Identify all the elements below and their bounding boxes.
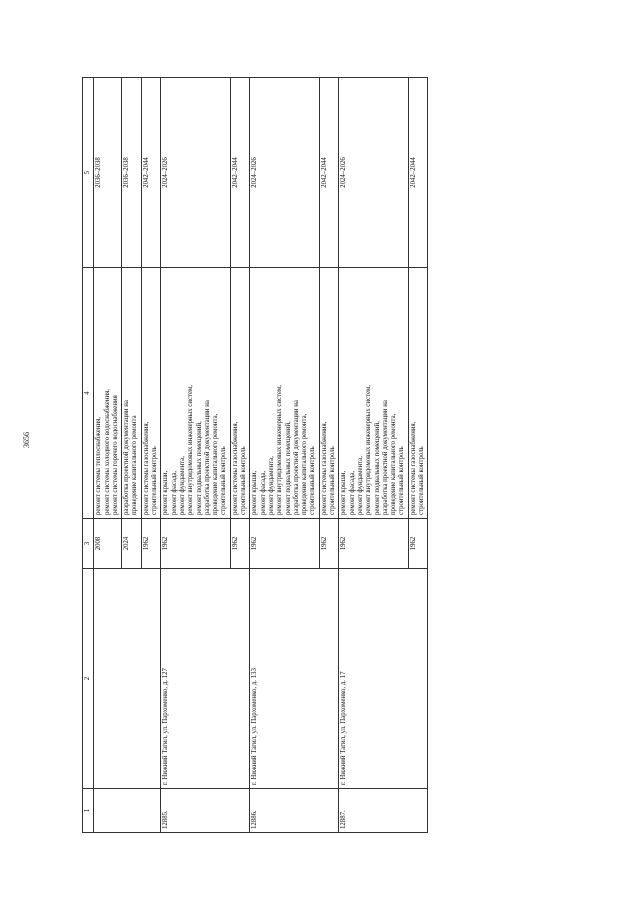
year-cell: 2024: [122, 519, 142, 569]
work-item: разработка проектной документации на: [381, 400, 389, 515]
work-item: строительный контроль: [398, 446, 406, 515]
period-cell: 2036–2038: [94, 78, 122, 268]
table-body: [94, 78, 428, 833]
work-item: ремонт фасада,: [170, 470, 178, 515]
number-cell: 12887.: [339, 789, 428, 833]
work-item: ремонт крыши,: [251, 470, 259, 515]
address-cell: г. Нижний Тагил, ул. Пархоменко, д. 17: [339, 569, 428, 789]
year-cell: 1962: [161, 519, 230, 569]
work-item: разработка проектной документации на: [292, 400, 300, 515]
period-cell: 2024–2026: [250, 78, 319, 268]
work-item: строительный контроль: [151, 446, 159, 515]
address-cell: [94, 569, 161, 789]
work-item: ремонт системы газоснабжения,: [142, 421, 150, 515]
works-cell: [161, 268, 230, 519]
header-row: [83, 78, 94, 833]
work-item: разработка проектной документации на: [203, 400, 211, 515]
work-item: ремонт внутридомовых инженерных систем,: [365, 385, 373, 515]
works-cell: [339, 268, 408, 519]
work-item: разработка проектной документации на: [123, 400, 131, 515]
number-cell: [94, 789, 161, 833]
period-cell: 2036–2038: [122, 78, 142, 268]
year-cell: 1962: [230, 519, 250, 569]
address-cell: г. Нижний Тагил, ул. Пархоменко, д. 127: [161, 569, 250, 789]
works-cell: [122, 268, 142, 519]
year-cell: 1962: [250, 519, 319, 569]
work-item: ремонт системы горячего водоснабжения: [111, 395, 119, 515]
period-cell: 2024–2026: [339, 78, 408, 268]
table-row: [161, 78, 230, 833]
work-item: ремонт фундамента,: [267, 456, 275, 515]
number-cell: 12886.: [250, 789, 339, 833]
work-item: проведение капитального ремонта: [131, 415, 139, 515]
work-item: проведение капитального ремонта,: [301, 413, 309, 515]
table-row: [339, 78, 408, 833]
period-cell: 2042–2044: [319, 78, 339, 268]
column-header-1: 1: [83, 789, 94, 833]
work-item: ремонт системы теплоснабжения,: [95, 417, 103, 515]
work-item: ремонт фундамента,: [356, 456, 364, 515]
capital-repair-table: [82, 77, 428, 833]
work-item: строительный контроль: [220, 446, 228, 515]
works-cell: [230, 268, 250, 519]
column-header-3: 3: [83, 519, 94, 569]
address-cell: г. Нижний Тагил, ул. Пархоменко, д. 133: [250, 569, 339, 789]
work-item: ремонт внутридомовых инженерных систем,: [187, 385, 195, 515]
column-header-2: 2: [83, 569, 94, 789]
works-cell: [408, 268, 428, 519]
page-number: 3656: [22, 432, 31, 448]
table-row: [250, 78, 319, 833]
year-cell: 1962: [141, 519, 161, 569]
works-cell: [94, 268, 122, 519]
rotated-table-sheet: [82, 78, 555, 833]
period-cell: 2042–2044: [230, 78, 250, 268]
year-cell: 1962: [319, 519, 339, 569]
work-item: проведение капитального ремонта,: [212, 413, 220, 515]
work-item: ремонт подвальных помещений,: [195, 421, 203, 515]
work-item: ремонт подвальных помещений,: [284, 421, 292, 515]
work-item: ремонт внутридомовых инженерных систем,: [276, 385, 284, 515]
work-item: ремонт подвальных помещений,: [373, 421, 381, 515]
period-cell: 2024–2026: [161, 78, 230, 268]
work-item: строительный контроль: [240, 446, 248, 515]
work-item: ремонт фасада,: [348, 470, 356, 515]
work-item: ремонт системы газоснабжения,: [320, 421, 328, 515]
work-item: проведение капитального ремонта,: [390, 413, 398, 515]
work-item: ремонт фундамента,: [178, 456, 186, 515]
work-item: строительный контроль: [329, 446, 337, 515]
work-item: строительный контроль: [309, 446, 317, 515]
column-header-5: 5: [83, 78, 94, 268]
work-item: ремонт фасада,: [259, 470, 267, 515]
period-cell: 2042–2044: [141, 78, 161, 268]
works-cell: [141, 268, 161, 519]
work-item: ремонт крыши,: [162, 470, 170, 515]
table-row: [94, 78, 122, 833]
year-cell: 2008: [94, 519, 122, 569]
work-item: ремонт системы холодного водоснабжения,: [103, 389, 111, 515]
works-cell: [319, 268, 339, 519]
year-cell: 1962: [408, 519, 428, 569]
work-item: ремонт системы газоснабжения,: [409, 421, 417, 515]
column-header-4: 4: [83, 268, 94, 519]
work-item: ремонт крыши,: [340, 470, 348, 515]
year-cell: 1962: [339, 519, 408, 569]
number-cell: 12885.: [161, 789, 250, 833]
period-cell: 2042–2044: [408, 78, 428, 268]
work-item: строительный контроль: [417, 446, 425, 515]
works-cell: [250, 268, 319, 519]
work-item: ремонт системы газоснабжения,: [231, 421, 239, 515]
